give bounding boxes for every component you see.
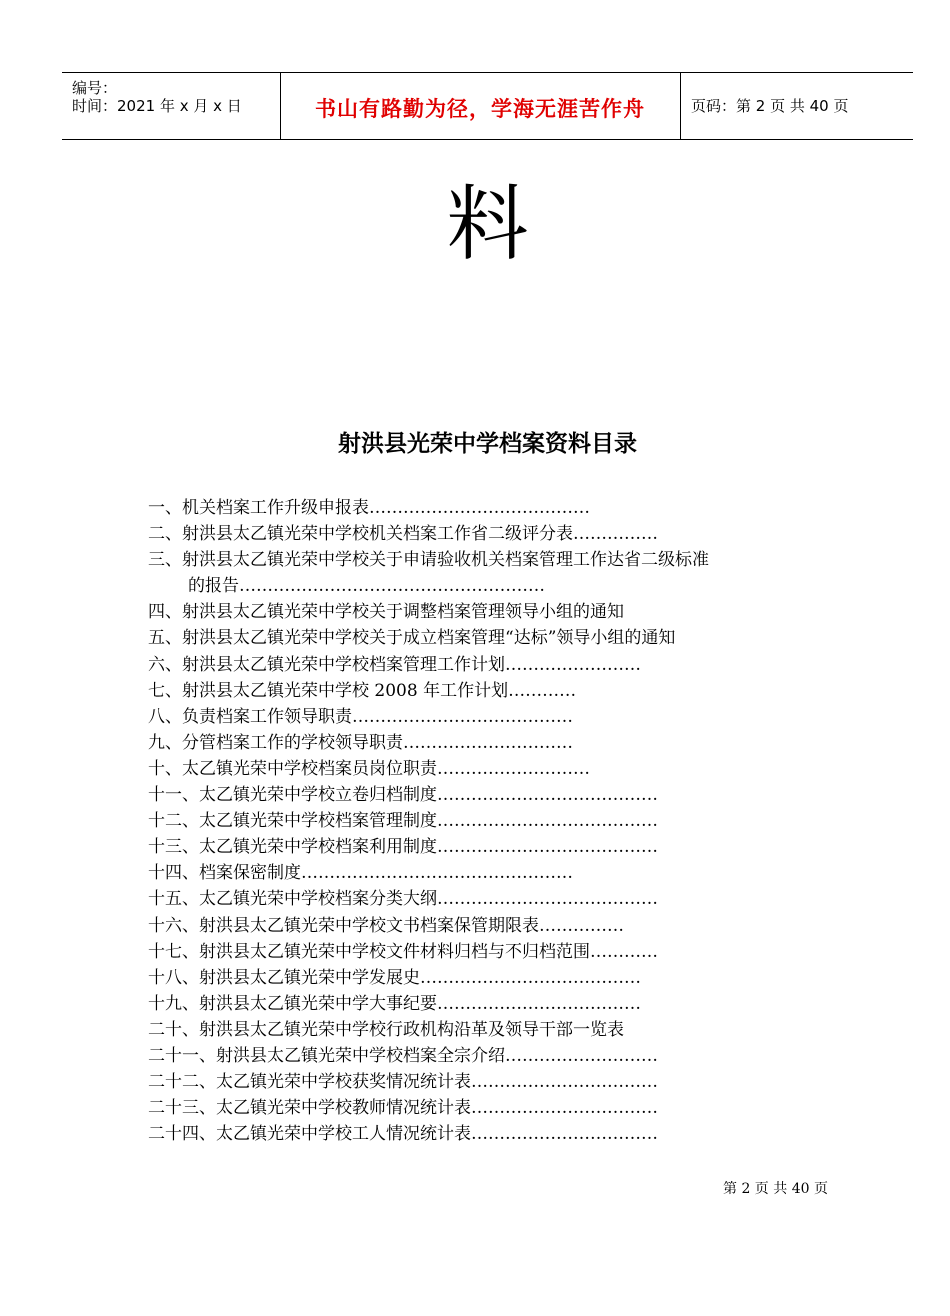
toc-item: 十一、太乙镇光荣中学校立卷归档制度………………………………… <box>148 785 658 806</box>
toc-item: 八、负责档案工作领导职责………………………………… <box>148 706 573 727</box>
toc-item: 十四、档案保密制度………………………………………… <box>148 863 573 884</box>
toc-item: 十六、射洪县太乙镇光荣中学校文书档案保管期限表…………… <box>148 915 624 936</box>
toc-item: 十三、太乙镇光荣中学校档案利用制度………………………………… <box>148 837 658 858</box>
toc-item: 三、射洪县太乙镇光荣中学校关于申请验收机关档案管理工作达省二级标准 <box>148 550 709 571</box>
toc-item: 二十一、射洪县太乙镇光荣中学校档案全宗介绍……………………… <box>148 1045 658 1066</box>
toc-item: 十七、射洪县太乙镇光荣中学校文件材料归档与不归档范围………… <box>148 941 658 962</box>
toc-item: 二十二、太乙镇光荣中学校获奖情况统计表…………………………… <box>148 1072 658 1093</box>
toc-item: 十八、射洪县太乙镇光荣中学发展史………………………………… <box>148 967 641 988</box>
document-title: 射洪县光荣中学档案资料目录 <box>338 431 637 457</box>
toc-item: 七、射洪县太乙镇光荣中学校 2008 年工作计划………… <box>148 680 577 701</box>
toc-item: 五、射洪县太乙镇光荣中学校关于成立档案管理“达标”领导小组的通知 <box>148 628 676 649</box>
toc-item: 四、射洪县太乙镇光荣中学校关于调整档案管理领导小组的通知 <box>148 602 624 623</box>
toc-item: 二、射洪县太乙镇光荣中学校机关档案工作省二级评分表…………… <box>148 524 658 545</box>
toc-item: 十、太乙镇光荣中学校档案员岗位职责……………………… <box>148 758 590 779</box>
header-motto-cell <box>280 73 681 139</box>
motto-text: 书山有路勤为径，学海无涯苦作舟 <box>315 96 645 121</box>
toc-item: 二十三、太乙镇光荣中学校教师情况统计表…………………………… <box>148 1098 658 1119</box>
date-label: 时间：2021 年 x 月 x 日 <box>72 97 242 115</box>
toc-item: 二十、射洪县太乙镇光荣中学校行政机构沿革及领导干部一览表 <box>148 1019 624 1040</box>
toc-item-continuation: 的报告……………………………………………… <box>188 576 545 597</box>
toc-item: 九、分管档案工作的学校领导职责………………………… <box>148 732 573 753</box>
toc-item: 一、机关档案工作升级申报表………………………………… <box>148 498 590 518</box>
toc-item: 十二、太乙镇光荣中学校档案管理制度………………………………… <box>148 811 658 832</box>
large-character: 料 <box>446 177 529 272</box>
toc-item: 二十四、太乙镇光荣中学校工人情况统计表…………………………… <box>148 1124 658 1145</box>
toc-item: 六、射洪县太乙镇光荣中学校档案管理工作计划…………………… <box>148 654 641 675</box>
page-info: 页码：第 2 页 共 40 页 <box>691 97 849 115</box>
header-page-cell <box>681 73 913 139</box>
table-of-contents <box>148 495 848 1147</box>
page-header <box>62 72 913 140</box>
toc-item: 十五、太乙镇光荣中学校档案分类大纲………………………………… <box>148 889 658 910</box>
page-footer: 第 2 页 共 40 页 <box>723 1181 828 1197</box>
header-meta-cell <box>62 73 281 139</box>
toc-item: 十九、射洪县太乙镇光荣中学大事纪要……………………………… <box>148 993 641 1014</box>
serial-label: 编号： <box>72 79 118 97</box>
